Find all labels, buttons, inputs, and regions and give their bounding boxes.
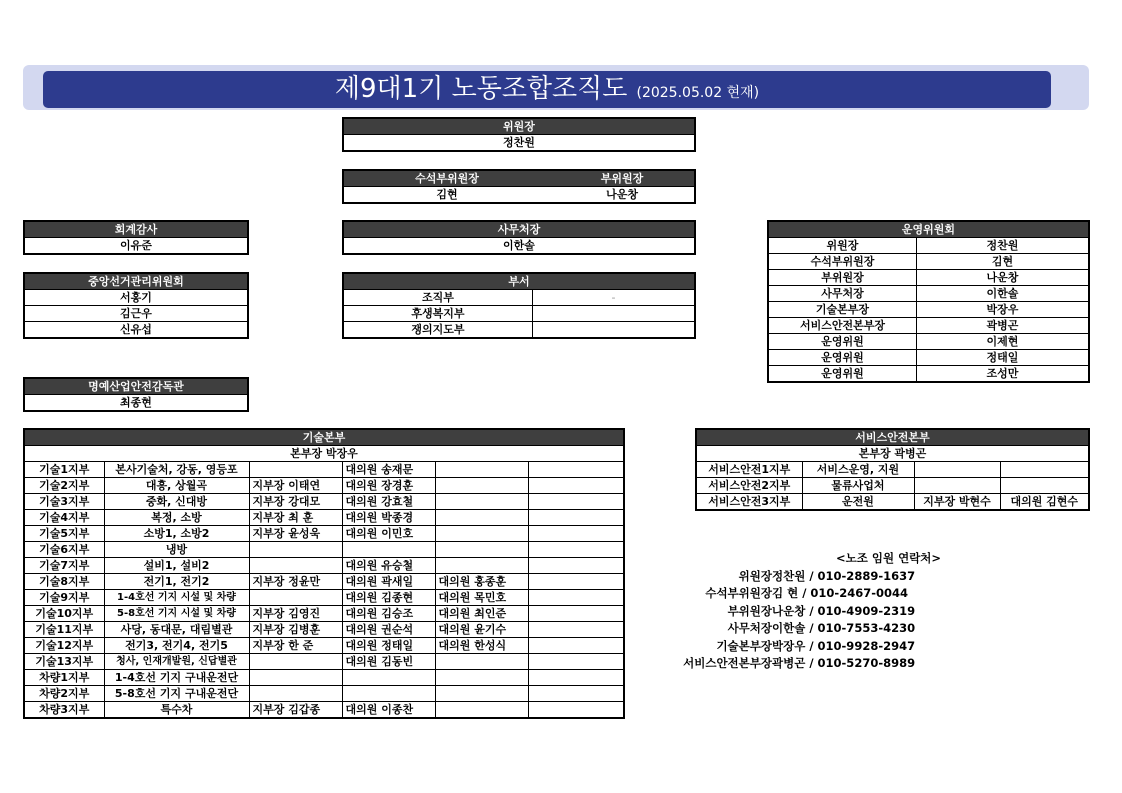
steering-row [768, 350, 1089, 366]
branch-delegate [1000, 462, 1089, 478]
branch-chief: 지부장 김영진 [249, 606, 342, 622]
branch-scope: 본사기술처, 강동, 영등포 [104, 462, 249, 478]
branch-extra [528, 542, 624, 558]
branch-delegate [342, 542, 435, 558]
branch-delegate [435, 542, 528, 558]
branch-name: 기술7지부 [24, 558, 104, 574]
auditor-name: 이유준 [24, 238, 248, 255]
steering-row [768, 302, 1089, 318]
branch-delegate: 대의원 홍종훈 [435, 574, 528, 590]
chair-name: 정찬원 [343, 135, 695, 152]
branch-scope: 5-8호선 기지 구내운전단 [104, 686, 249, 702]
branch-delegate: 대의원 윤기수 [435, 622, 528, 638]
steering-member: 나운창 [917, 270, 1090, 286]
election-member: 서홍기 [24, 290, 248, 306]
branch-delegate [435, 494, 528, 510]
branch-extra [528, 670, 624, 686]
contact-info: 정찬원 / 010-2889-1637 [772, 569, 916, 583]
branch-name: 기술1지부 [24, 462, 104, 478]
department-value: - [533, 290, 696, 306]
branch-scope: 1-4호선 기지 구내운전단 [104, 670, 249, 686]
tech-branch-row [24, 606, 624, 622]
steering-role: 운영위원 [768, 366, 917, 383]
branch-chief: 지부장 윤성욱 [249, 526, 342, 542]
branch-chief: 지부장 박현수 [914, 494, 1000, 511]
steering-row [768, 318, 1089, 334]
branch-name: 기술12지부 [24, 638, 104, 654]
tech-branch-row [24, 670, 624, 686]
steering-member: 박장우 [917, 302, 1090, 318]
branch-scope: 전기1, 전기2 [104, 574, 249, 590]
branch-chief: 지부장 최 훈 [249, 510, 342, 526]
page-date: (2025.05.02 현재) [636, 85, 760, 101]
branch-extra [528, 462, 624, 478]
branch-delegate [435, 702, 528, 719]
branch-scope: 설비1, 설비2 [104, 558, 249, 574]
service-hq-table [695, 428, 1090, 511]
secretary-box [342, 220, 696, 255]
branch-chief: 지부장 이태연 [249, 478, 342, 494]
steering-member: 정찬원 [917, 238, 1090, 254]
department-row [343, 306, 695, 322]
departments-box [342, 272, 696, 339]
steering-committee-box [767, 220, 1090, 383]
steering-role: 운영위원 [768, 334, 917, 350]
steering-member: 조성만 [917, 366, 1090, 383]
contact-role: 부위원장 [727, 603, 772, 618]
branch-extra [528, 686, 624, 702]
secretary-name: 이한솔 [343, 238, 695, 255]
tech-branch-row [24, 494, 624, 510]
branch-chief: 지부장 김갑종 [249, 702, 342, 719]
branch-name: 서비스안전2지부 [696, 478, 802, 494]
branch-name: 기술8지부 [24, 574, 104, 590]
tech-branch-row [24, 478, 624, 494]
branch-name: 기술3지부 [24, 494, 104, 510]
branch-scope: 복정, 소방 [104, 510, 249, 526]
steering-row [768, 366, 1089, 383]
tech-branch-row [24, 574, 624, 590]
contact-role: 위원장 [738, 569, 772, 583]
steering-row [768, 286, 1089, 302]
election-member: 신유섭 [24, 322, 248, 339]
vice-name: 나운창 [550, 187, 695, 204]
contact-info: 박장우 / 010-9928-2947 [772, 638, 916, 653]
vice-title: 부위원장 [550, 170, 695, 187]
branch-chief [249, 462, 342, 478]
branch-name: 기술6지부 [24, 542, 104, 558]
tech-branch-row [24, 638, 624, 654]
branch-scope: 냉방 [104, 542, 249, 558]
branch-name: 서비스안전3지부 [696, 494, 802, 511]
steering-member: 정태일 [917, 350, 1090, 366]
service-branch-row [696, 494, 1089, 511]
steering-member: 이한솔 [917, 286, 1090, 302]
branch-delegate: 대의원 강효철 [342, 494, 435, 510]
steering-role: 부위원장 [768, 270, 917, 286]
branch-name: 차량1지부 [24, 670, 104, 686]
safety-inspector-title: 명예산업안전감독관 [24, 378, 248, 395]
branch-delegate: 대의원 권순석 [342, 622, 435, 638]
branch-extra [528, 510, 624, 526]
steering-role: 위원장 [768, 238, 917, 254]
contact-role: 서비스안전본부장 [683, 656, 772, 670]
safety-inspector-name: 최종현 [24, 395, 248, 412]
branch-extra [528, 622, 624, 638]
branch-chief: 지부장 정윤만 [249, 574, 342, 590]
branch-delegate [435, 670, 528, 686]
tech-hq-title: 기술본부 [24, 429, 624, 446]
steering-committee-title: 운영위원회 [768, 221, 1089, 238]
branch-chief [249, 670, 342, 686]
chair-box [342, 117, 696, 152]
branch-delegate: 대의원 정태일 [342, 638, 435, 654]
steering-role: 서비스안전본부장 [768, 318, 917, 334]
branch-scope: 특수차 [104, 702, 249, 719]
tech-hq-table [23, 428, 625, 719]
branch-chief: 지부장 김병훈 [249, 622, 342, 638]
steering-member: 이제현 [917, 334, 1090, 350]
contact-role: 수석부위원장 [705, 586, 772, 601]
tech-branch-row [24, 542, 624, 558]
branch-name: 기술11지부 [24, 622, 104, 638]
branch-extra [528, 494, 624, 510]
contact-info: 곽병곤 / 010-5270-8989 [772, 656, 916, 670]
branch-extra [528, 558, 624, 574]
contact-info: 이한솔 / 010-7553-4230 [772, 621, 916, 636]
contact-role: 사무처장 [727, 621, 772, 636]
senior-vice-name: 김현 [343, 187, 550, 204]
branch-scope: 서비스운영, 지원 [802, 462, 914, 478]
steering-row [768, 334, 1089, 350]
contact-info: 나운창 / 010-4909-2319 [772, 603, 916, 618]
service-branch-row [696, 462, 1089, 478]
contacts-title: <노조 임원 연락처> [836, 551, 942, 565]
election-committee-title: 중앙선거관리위원회 [24, 273, 248, 290]
service-hq-head: 본부장 곽병곤 [696, 446, 1089, 462]
branch-delegate: 대의원 한성식 [435, 638, 528, 654]
secretary-title: 사무처장 [343, 221, 695, 238]
auditor-title: 회계감사 [24, 221, 248, 238]
branch-delegate: 대의원 이민호 [342, 526, 435, 542]
department-value [533, 322, 696, 339]
branch-chief: 지부장 강대모 [249, 494, 342, 510]
branch-extra [528, 590, 624, 606]
branch-extra [528, 526, 624, 542]
branch-chief [249, 542, 342, 558]
branch-scope: 사당, 동대문, 대림별관 [104, 622, 249, 638]
branch-chief [249, 654, 342, 670]
senior-vice-title: 수석부위원장 [343, 170, 550, 187]
branch-delegate [342, 686, 435, 702]
branch-delegate [435, 478, 528, 494]
branch-delegate [435, 654, 528, 670]
branch-delegate [1000, 478, 1089, 494]
branch-name: 기술4지부 [24, 510, 104, 526]
branch-delegate: 대의원 박종경 [342, 510, 435, 526]
branch-name: 기술13지부 [24, 654, 104, 670]
contact-info: 김 현 / 010-2467-0044 [772, 586, 908, 601]
branch-chief [914, 478, 1000, 494]
tech-branch-row [24, 590, 624, 606]
steering-role: 운영위원 [768, 350, 917, 366]
branch-delegate: 대의원 최인준 [435, 606, 528, 622]
branch-delegate: 대의원 유승철 [342, 558, 435, 574]
branch-delegate [435, 526, 528, 542]
branch-delegate: 대의원 이종찬 [342, 702, 435, 719]
branch-delegate [342, 670, 435, 686]
department-value [533, 306, 696, 322]
safety-inspector-box [23, 377, 249, 412]
branch-name: 기술9지부 [24, 590, 104, 606]
election-member: 김근우 [24, 306, 248, 322]
branch-chief [914, 462, 1000, 478]
branch-extra [528, 478, 624, 494]
service-hq-title: 서비스안전본부 [696, 429, 1089, 446]
branch-delegate [435, 558, 528, 574]
branch-delegate [435, 510, 528, 526]
tech-branch-row [24, 510, 624, 526]
branch-delegate: 대의원 곽새일 [342, 574, 435, 590]
branch-chief [249, 590, 342, 606]
branch-name: 차량2지부 [24, 686, 104, 702]
branch-name: 차량3지부 [24, 702, 104, 719]
branch-scope: 물류사업처 [802, 478, 914, 494]
branch-extra [528, 654, 624, 670]
departments-title: 부서 [343, 273, 695, 290]
tech-branch-row [24, 686, 624, 702]
branch-delegate: 대의원 김승조 [342, 606, 435, 622]
branch-chief [249, 558, 342, 574]
branch-chief: 지부장 한 준 [249, 638, 342, 654]
branch-scope: 전기3, 전기4, 전기5 [104, 638, 249, 654]
tech-branch-row [24, 654, 624, 670]
department-name: 후생복지부 [343, 306, 533, 322]
branch-name: 서비스안전1지부 [696, 462, 802, 478]
branch-delegate: 대의원 장경훈 [342, 478, 435, 494]
steering-role: 수석부위원장 [768, 254, 917, 270]
election-committee-box [23, 272, 249, 339]
steering-row [768, 270, 1089, 286]
branch-extra [528, 638, 624, 654]
branch-delegate [435, 462, 528, 478]
branch-chief [249, 686, 342, 702]
branch-scope: 5-8호선 기지 시설 및 차량 [104, 606, 249, 622]
branch-name: 기술5지부 [24, 526, 104, 542]
service-branch-row [696, 478, 1089, 494]
department-row [343, 322, 695, 339]
page-title: 제9대1기 노동조합조직도 [334, 74, 628, 104]
branch-delegate: 대의원 목민호 [435, 590, 528, 606]
vice-chair-box [342, 169, 696, 204]
branch-extra [528, 606, 624, 622]
steering-member: 김현 [917, 254, 1090, 270]
tech-branch-row [24, 622, 624, 638]
branch-extra [528, 702, 624, 719]
contact-role: 기술본부장 [716, 638, 772, 653]
branch-scope: 소방1, 소방2 [104, 526, 249, 542]
branch-scope: 청사, 인재개발원, 신답별관 [104, 654, 249, 670]
branch-scope: 운전원 [802, 494, 914, 511]
branch-delegate: 대의원 김종현 [342, 590, 435, 606]
title-banner [43, 71, 1051, 108]
department-row [343, 290, 695, 306]
tech-branch-row [24, 526, 624, 542]
tech-branch-row [24, 702, 624, 719]
steering-row [768, 254, 1089, 270]
branch-name: 기술10지부 [24, 606, 104, 622]
branch-delegate: 대의원 김현수 [1000, 494, 1089, 511]
branch-name: 기술2지부 [24, 478, 104, 494]
branch-delegate: 대의원 송재문 [342, 462, 435, 478]
tech-branch-row [24, 558, 624, 574]
auditor-box [23, 220, 249, 255]
branch-scope: 대흥, 상월곡 [104, 478, 249, 494]
department-name: 쟁의지도부 [343, 322, 533, 339]
branch-delegate: 대의원 김동빈 [342, 654, 435, 670]
steering-row [768, 238, 1089, 254]
tech-hq-head: 본부장 박장우 [24, 446, 624, 462]
branch-scope: 1-4호선 기지 시설 및 차량 [104, 590, 249, 606]
chair-title: 위원장 [343, 118, 695, 135]
department-name: 조직부 [343, 290, 533, 306]
branch-scope: 중화, 신대방 [104, 494, 249, 510]
tech-branch-row [24, 462, 624, 478]
branch-extra [528, 574, 624, 590]
steering-role: 기술본부장 [768, 302, 917, 318]
steering-role: 사무처장 [768, 286, 917, 302]
branch-delegate [435, 686, 528, 702]
steering-member: 곽병곤 [917, 318, 1090, 334]
